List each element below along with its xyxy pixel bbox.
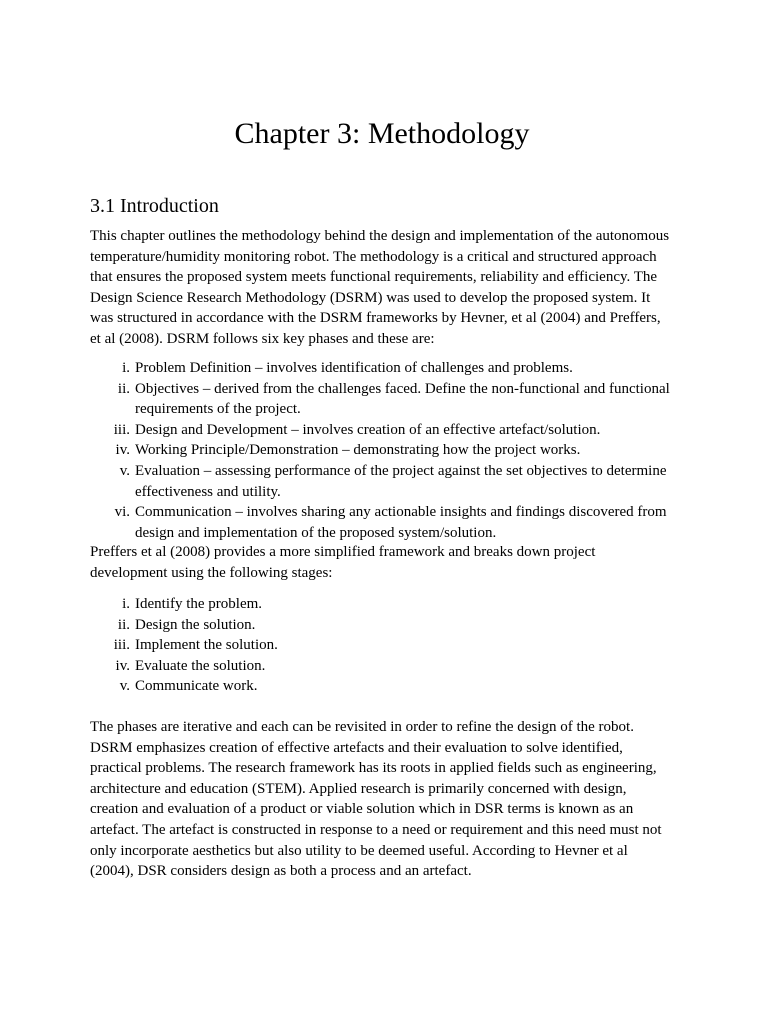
list-item-text: Communication – involves sharing any actionable insights and findings discovered from design and implementation of the proposed system/solution. [135, 504, 667, 541]
list-item-number: v. [119, 462, 130, 479]
section-heading: 3.1 Introduction [90, 195, 219, 217]
list-item [90, 420, 674, 441]
list-item [90, 615, 674, 636]
closing-paragraph: The phases are iterative and each can be revisited in order to refine the design of the robot. DSRM emphasizes creation of effective artefacts and their evaluation to solve identified, practical problems. The research framework has its roots in applied fields such as engineering, architecture and education (STEM). Applied research is primarily concerned with design, creation and evaluation of a product or viable solution which in DSR terms is known as an artefact. The artefact is constructed in response to a need or requirement and this need must not only incorporate aesthetics but also utility to be deemed useful. According to Hevner et al (2004), DSR considers design as both a process and an artefact. [90, 719, 662, 880]
list-item [90, 502, 674, 543]
list-item-number: iv. [115, 657, 130, 674]
list-item-number: ii. [117, 616, 130, 633]
list-item-number: ii. [117, 380, 130, 397]
list-item-text: Objectives – derived from the challenges faced. Define the non-functional and functional requirements of the project. [135, 380, 670, 418]
list-item [90, 635, 674, 656]
list-item [90, 461, 674, 502]
list-item-number: i. [122, 596, 130, 612]
list-item-number: v. [119, 678, 130, 695]
list-item-text: Design the solution. [135, 616, 256, 633]
dsrm-phases-list [90, 358, 674, 543]
list-item [90, 594, 674, 615]
preffers-stages-list [90, 594, 674, 697]
list-item-number: iii. [113, 637, 130, 654]
list-item-text: Design and Development – involves creation of an effective artefact/solution. [135, 421, 601, 438]
list-item [90, 676, 674, 697]
list-item-text: Evaluate the solution. [135, 657, 266, 674]
list-item [90, 358, 674, 379]
list-item-number: iii. [113, 421, 130, 438]
chapter-title: Chapter 3: Methodology [234, 117, 530, 150]
list-item-text: Problem Definition – involves identification of challenges and problems. [135, 360, 573, 376]
list-item-text: Communicate work. [135, 678, 258, 695]
list-item [90, 440, 674, 461]
list-item-text: Implement the solution. [135, 637, 278, 654]
list-item-number: i. [122, 360, 130, 376]
list-item-number: iv. [115, 442, 130, 459]
intro-paragraph: This chapter outlines the methodology behind the design and implementation of the autonomous temperature/humidity monitoring robot. The methodology is a critical and structured approach that ensures the proposed system meets functional requirements, reliability and efficiency. The Design Science Research Methodology (DSRM) was used to develop the proposed system. It was structured in accordance with the DSRM frameworks by Hevner, et al (2004) and Preffers, et al (2008). DSRM follows six key phases and these are: [90, 228, 670, 347]
list-item-text: Evaluation – assessing performance of the project against the set objectives to determine effectiveness and utility. [135, 462, 667, 500]
list-item-number: vi. [114, 504, 130, 521]
list-item-text: Identify the problem. [135, 596, 263, 612]
list-item [90, 656, 674, 677]
list-item-text: Working Principle/Demonstration – demonstrating how the project works. [135, 442, 581, 459]
list-item [90, 379, 674, 420]
preffers-paragraph: Preffers et al (2008) provides a more simplified framework and breaks down project development using the following stages: [90, 544, 596, 581]
